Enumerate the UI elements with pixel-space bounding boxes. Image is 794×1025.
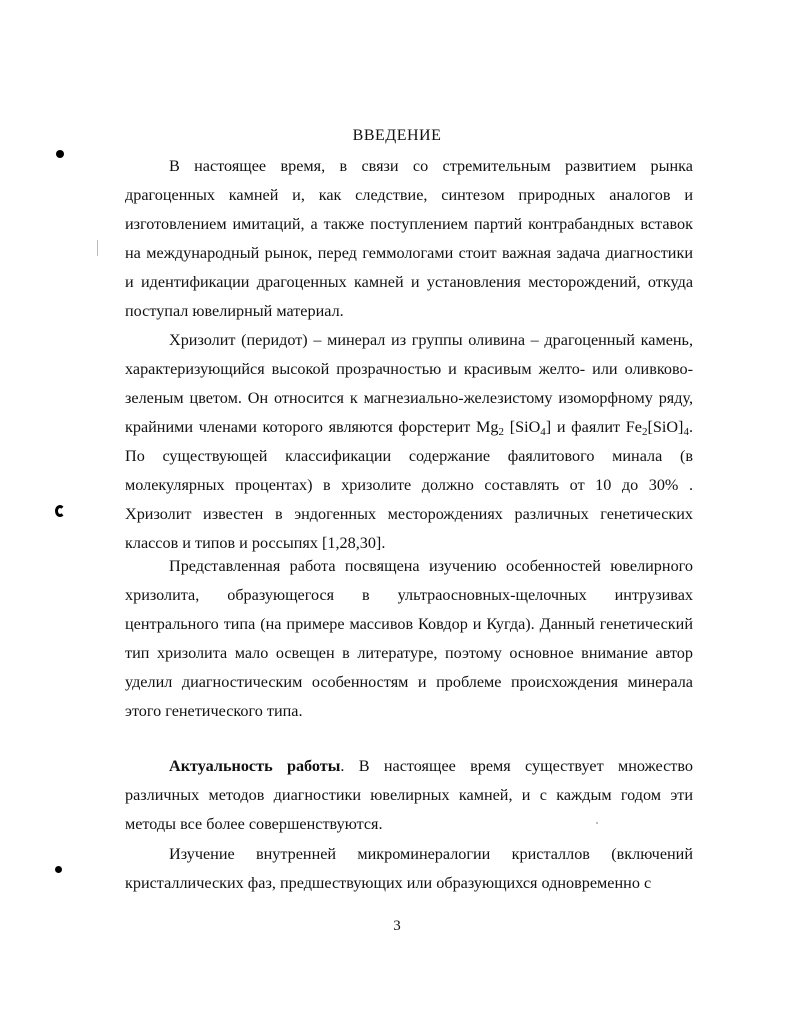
paragraph-text: В настоящее время, в связи со стремительным развитием рынка драгоценных камней и, как следствие, синтезом природных аналогов и изготовлением имитаций, а также поступлением партий контрабандных вставок на международный рынок, перед геммологами стоит важная задача диагностики и идентификации драгоценных камней и установления месторождений, откуда поступал ювелирный материал. [125,157,693,320]
binder-hole-mark-middle [55,505,65,517]
paragraph-chrysolite [125,326,693,558]
text-segment: [SiO [504,418,541,436]
paragraph-text: Представленная работа посвящена изучению особенностей ювелирного хризолита, образующегося в ультраосновных-щелочных интрузивах центрального типа (на примере массивов Ковдор и Кугда). Данный генетический тип хризолита мало освещен в литературе, поэтому основное внимание автор уделил диагностическим особенностям и проблеме происхождения минерала этого генетического типа. [125,557,693,720]
subscript: 2 [641,426,648,438]
text-segment: ] и фаялит Fe [545,418,642,436]
paragraph-intro [125,152,693,326]
binder-hole-mark-bottom [55,866,62,873]
paragraph-relevance [125,752,693,839]
paragraph-text [125,752,693,839]
subscript: 2 [498,426,505,438]
subscript: 4 [540,426,546,438]
text-segment: [SiO] [647,418,684,436]
text-segment: Хризолит (перидот) – минерал из группы оливина – драгоценный камень, характеризующийся высокой прозрачностью и красивым желто- или оливково-зеленым цветом. Он относится к магнезиально-железистому изоморфному ряду, крайними членами которого являются форстерит Mg [125,331,693,436]
scan-artifact-line [97,240,98,256]
paragraph-micromineralogy [125,840,693,898]
paragraph-research-scope [125,552,693,726]
subscript: 4 [683,426,689,438]
text-segment: . По существующей классификации содержание фаялитового минала (в молекулярных процентах) в хризолите должно составлять от 10 до 30% . Хризолит известен в эндогенных месторождениях различных генетических классов и типов и россыпях [1,28,30]. [125,418,693,552]
paragraph-text [125,326,693,558]
page-title: ВВЕДЕНИЕ [352,127,442,144]
binder-hole-mark-top [56,150,64,158]
bold-heading: Актуальность работы [169,757,341,775]
paragraph-text: Изучение внутренней микроминералогии кристаллов (включений кристаллических фаз, предшествующих или образующихся одновременно с [125,845,693,892]
text-segment: . В настоящее время существует множество различных методов диагностики ювелирных камней, и с каждым годом эти методы все более совершенствуются. [125,757,693,833]
page-number: 3 [393,918,401,934]
